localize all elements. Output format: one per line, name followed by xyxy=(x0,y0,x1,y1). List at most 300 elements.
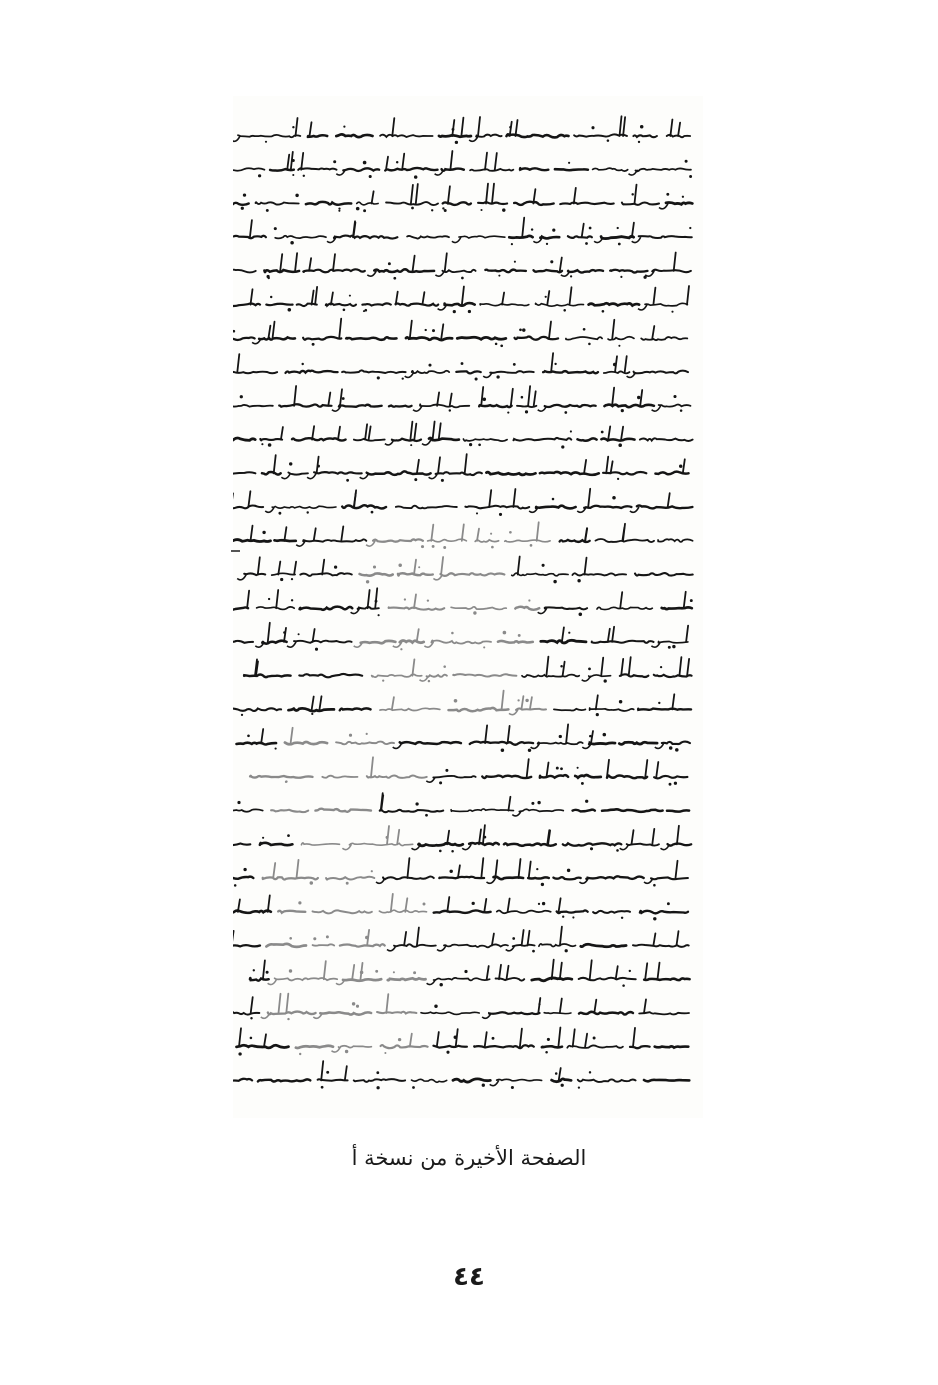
handwritten-dot xyxy=(538,903,540,905)
handwritten-dot xyxy=(243,193,246,196)
handwritten-word xyxy=(566,337,602,340)
handwritten-ascender xyxy=(670,120,672,137)
handwritten-dot xyxy=(528,749,531,752)
handwritten-ascender xyxy=(653,933,655,945)
handwritten-ascender xyxy=(676,861,678,878)
handwritten-dot xyxy=(415,802,418,805)
handwritten-dot xyxy=(689,175,692,178)
handwritten-word xyxy=(589,675,611,677)
handwritten-ascender xyxy=(547,763,549,777)
handwritten-ascender xyxy=(405,898,407,912)
handwritten-dot xyxy=(675,748,679,752)
handwritten-ascender xyxy=(397,830,399,845)
handwritten-dot xyxy=(563,309,566,312)
handwritten-dot xyxy=(349,295,351,297)
handwritten-dot xyxy=(561,445,564,448)
handwritten-dot xyxy=(593,1037,596,1040)
handwritten-dot xyxy=(366,580,369,583)
handwritten-dot xyxy=(287,1018,289,1020)
handwritten-dot xyxy=(622,984,625,987)
handwritten-ascender xyxy=(439,423,441,439)
handwritten-ascender xyxy=(372,191,374,203)
handwritten-dot xyxy=(603,733,607,737)
handwritten-dot xyxy=(290,241,294,245)
handwritten-dot xyxy=(238,1052,241,1055)
handwritten-dot xyxy=(512,937,515,940)
handwritten-dot xyxy=(326,1071,329,1074)
handwritten-dot xyxy=(690,599,693,602)
handwritten-word xyxy=(610,270,647,273)
handwritten-dot xyxy=(612,496,616,500)
handwritten-dot xyxy=(499,513,502,516)
handwritten-word xyxy=(573,810,595,812)
manuscript-line xyxy=(237,557,693,584)
handwritten-word xyxy=(451,607,506,610)
handwritten-ascender xyxy=(485,153,487,170)
handwritten-dot xyxy=(346,882,349,885)
handwritten-ascender xyxy=(560,927,562,946)
handwritten-ascender xyxy=(582,224,584,238)
handwritten-dot xyxy=(237,801,240,804)
handwritten-word xyxy=(568,236,592,238)
manuscript-line xyxy=(250,757,687,785)
handwritten-dot xyxy=(617,478,619,480)
handwritten-dot xyxy=(292,174,294,176)
handwritten-dot xyxy=(689,227,691,229)
handwritten-word xyxy=(354,1079,405,1082)
handwritten-word xyxy=(654,675,692,677)
handwritten-word xyxy=(268,1012,316,1015)
handwritten-dot xyxy=(428,364,431,367)
handwritten-word xyxy=(406,337,452,340)
handwritten-word xyxy=(601,236,634,238)
handwritten-dot xyxy=(546,243,548,245)
handwritten-word xyxy=(244,573,265,575)
handwritten-ascender xyxy=(519,859,521,878)
handwritten-dot xyxy=(570,275,572,277)
handwritten-word xyxy=(640,438,693,441)
handwritten-dot xyxy=(495,343,498,346)
handwritten-ascender xyxy=(588,489,590,507)
handwritten-dot xyxy=(402,377,404,379)
handwritten-ascender xyxy=(313,629,315,642)
handwritten-dot xyxy=(473,611,476,614)
handwritten-dot xyxy=(483,398,487,402)
handwritten-ascender xyxy=(462,524,464,540)
handwritten-dot xyxy=(400,648,402,650)
handwritten-word xyxy=(567,1045,623,1047)
handwritten-ascender xyxy=(677,826,679,845)
handwritten-ascender xyxy=(391,894,393,912)
handwritten-ascender xyxy=(417,928,419,946)
handwritten-word xyxy=(602,809,663,812)
handwritten-dot xyxy=(449,409,451,411)
handwritten-dot xyxy=(572,916,574,918)
handwritten-ascender xyxy=(438,457,440,473)
handwritten-word xyxy=(250,776,312,778)
handwritten-ascender xyxy=(268,895,270,911)
handwritten-ascender xyxy=(287,155,289,170)
handwritten-word xyxy=(440,573,504,576)
handwritten-ascender xyxy=(263,960,265,979)
handwritten-word xyxy=(513,945,535,947)
handwritten-word xyxy=(278,911,305,913)
handwritten-dot xyxy=(431,209,433,211)
handwritten-dot xyxy=(295,194,298,197)
handwritten-dot xyxy=(461,277,464,280)
handwritten-ascender xyxy=(652,326,654,338)
handwritten-word xyxy=(407,236,449,239)
handwritten-word xyxy=(250,978,269,981)
handwritten-dot xyxy=(518,634,521,637)
handwritten-word xyxy=(300,607,353,610)
handwritten-word xyxy=(434,910,491,912)
handwritten-dot xyxy=(454,1035,457,1038)
handwritten-ascender xyxy=(508,726,510,743)
handwritten-dot xyxy=(288,308,292,312)
handwritten-ascender xyxy=(645,963,647,979)
handwritten-dot xyxy=(511,243,513,245)
handwritten-ascender xyxy=(410,321,412,339)
handwritten-ascender xyxy=(414,594,416,608)
handwritten-word xyxy=(400,641,424,643)
handwritten-dot xyxy=(547,1038,550,1041)
handwritten-dot xyxy=(333,160,336,163)
handwritten-dot xyxy=(349,734,352,737)
handwritten-ascender xyxy=(322,560,324,575)
handwritten-ascender xyxy=(677,931,679,945)
handwritten-ascender xyxy=(549,322,551,339)
handwritten-ascender xyxy=(528,386,530,406)
handwritten-dot xyxy=(513,363,516,366)
handwritten-dot xyxy=(338,210,340,212)
handwritten-ascender xyxy=(552,960,554,980)
handwritten-word xyxy=(498,641,533,643)
handwritten-dot xyxy=(346,479,349,482)
handwritten-word xyxy=(262,472,281,475)
handwritten-dot xyxy=(250,1017,252,1019)
handwritten-word xyxy=(554,709,586,711)
handwritten-dot xyxy=(562,916,564,918)
handwritten-dot xyxy=(247,734,250,737)
handwritten-ascender xyxy=(273,322,275,339)
handwritten-dot xyxy=(560,767,563,770)
handwritten-dot xyxy=(292,159,295,162)
handwritten-word xyxy=(639,1012,689,1014)
handwritten-dot xyxy=(421,545,424,548)
handwritten-ascender xyxy=(297,860,299,878)
handwritten-word xyxy=(603,472,646,475)
handwritten-ascender xyxy=(632,223,634,238)
handwritten-dot xyxy=(393,971,395,973)
handwritten-word xyxy=(244,675,291,678)
handwritten-dot xyxy=(525,699,528,702)
handwritten-dot xyxy=(525,410,528,413)
handwritten-ascender xyxy=(674,253,676,271)
handwritten-dot xyxy=(289,969,292,972)
handwritten-dot xyxy=(668,646,671,649)
handwritten-word xyxy=(505,540,550,542)
figure-caption: الصفحة الأخيرة من نسخة أ xyxy=(351,1146,587,1170)
handwritten-word xyxy=(256,202,299,204)
handwritten-dot xyxy=(530,544,533,547)
handwritten-ascender xyxy=(233,931,234,946)
handwritten-word xyxy=(490,371,534,373)
handwritten-word xyxy=(442,270,475,272)
handwritten-ascender xyxy=(585,1034,587,1047)
handwritten-word xyxy=(313,944,335,945)
handwritten-word xyxy=(658,539,693,542)
handwritten-word xyxy=(374,269,434,272)
handwritten-dot xyxy=(542,564,545,567)
handwritten-word xyxy=(233,877,253,879)
handwritten-ascender xyxy=(437,1032,439,1047)
handwritten-ascender xyxy=(375,588,377,608)
handwritten-dot xyxy=(428,680,430,682)
manuscript-line xyxy=(233,858,688,886)
handwritten-dot xyxy=(356,1005,359,1008)
handwritten-word xyxy=(349,843,412,845)
handwritten-dot xyxy=(398,563,401,566)
handwritten-word xyxy=(322,776,357,778)
handwritten-word xyxy=(485,270,526,273)
handwritten-dot xyxy=(376,1071,379,1074)
handwritten-dot xyxy=(451,632,454,635)
handwritten-word xyxy=(589,743,615,744)
handwritten-dot xyxy=(445,769,448,772)
handwritten-dot xyxy=(434,1005,437,1008)
handwritten-dot xyxy=(414,175,417,178)
handwritten-dot xyxy=(289,937,292,940)
handwritten-word xyxy=(555,169,588,170)
handwritten-word xyxy=(658,641,688,642)
handwritten-ascender xyxy=(417,629,419,642)
handwritten-ascender xyxy=(635,185,637,204)
manuscript-line xyxy=(233,184,692,213)
handwritten-word xyxy=(367,775,427,777)
handwritten-word xyxy=(279,404,331,406)
handwritten-word xyxy=(557,910,588,913)
handwritten-ascender xyxy=(612,320,614,339)
handwritten-word xyxy=(469,843,499,845)
handwritten-word xyxy=(579,978,636,981)
handwritten-dot xyxy=(275,748,277,750)
handwritten-word xyxy=(419,843,463,846)
handwritten-dot xyxy=(303,175,305,177)
handwritten-ascender xyxy=(414,424,416,440)
handwritten-ascender xyxy=(312,291,314,305)
handwritten-ascender xyxy=(640,390,642,406)
handwritten-dot xyxy=(565,949,568,952)
handwritten-word xyxy=(575,775,601,778)
handwritten-dot xyxy=(414,478,417,481)
handwritten-dot xyxy=(283,631,286,634)
handwritten-dot xyxy=(375,600,378,603)
handwritten-ascender xyxy=(422,292,424,304)
handwritten-dot xyxy=(274,227,277,230)
handwritten-dot xyxy=(619,700,622,703)
handwritten-word xyxy=(470,169,513,171)
handwritten-dot xyxy=(289,462,292,465)
handwritten-dot xyxy=(418,566,420,568)
handwritten-dot xyxy=(590,847,593,850)
handwritten-ascender xyxy=(386,157,388,170)
handwritten-dot xyxy=(589,227,592,230)
manuscript-line xyxy=(234,218,692,246)
handwritten-dot xyxy=(334,565,337,568)
handwritten-ascender xyxy=(365,424,367,439)
handwritten-ascender xyxy=(328,393,330,406)
handwritten-dot xyxy=(363,161,367,165)
handwritten-ascender xyxy=(668,493,670,507)
handwritten-dot xyxy=(446,1051,449,1054)
handwritten-ascender xyxy=(537,522,539,541)
handwritten-word xyxy=(522,675,579,677)
handwritten-ascender xyxy=(321,1061,323,1080)
manuscript-line xyxy=(250,960,690,987)
handwritten-dot xyxy=(617,227,619,229)
handwritten-dot xyxy=(382,679,384,681)
handwritten-word xyxy=(380,810,444,813)
handwritten-ascender xyxy=(276,590,278,608)
handwritten-dot xyxy=(396,161,398,163)
handwritten-word xyxy=(233,945,260,947)
handwritten-ascender xyxy=(485,725,487,743)
handwritten-word xyxy=(560,203,614,205)
handwritten-ascender xyxy=(261,729,263,743)
handwritten-dot xyxy=(568,632,570,634)
handwritten-word xyxy=(459,236,505,238)
handwritten-ascender xyxy=(274,455,276,473)
handwritten-word xyxy=(266,304,292,305)
handwritten-dot xyxy=(490,533,492,535)
handwritten-word xyxy=(668,844,692,846)
handwritten-word xyxy=(361,641,396,643)
handwritten-word xyxy=(463,439,507,441)
handwritten-dot xyxy=(491,546,494,549)
handwritten-ascender xyxy=(448,186,450,203)
handwritten-dot xyxy=(452,128,455,131)
handwritten-dot xyxy=(618,443,622,447)
handwritten-dot xyxy=(658,702,660,704)
handwritten-dot xyxy=(542,902,545,905)
handwritten-word xyxy=(233,337,255,340)
handwritten-ascender xyxy=(450,151,452,170)
handwritten-word xyxy=(593,168,628,171)
handwritten-word xyxy=(497,1079,542,1080)
handwritten-ascender xyxy=(608,426,610,439)
handwritten-ascender xyxy=(658,963,660,980)
handwritten-dot xyxy=(669,783,672,786)
handwritten-dot xyxy=(589,1071,591,1073)
page-number: ٤٤ xyxy=(453,1262,485,1292)
handwritten-word xyxy=(434,978,490,981)
handwritten-ascender xyxy=(294,386,296,406)
handwritten-dot xyxy=(261,443,263,445)
handwritten-dot xyxy=(412,1086,415,1089)
handwritten-word xyxy=(439,135,471,137)
handwritten-word xyxy=(233,405,273,407)
handwritten-ascender xyxy=(585,558,587,575)
handwritten-ascender xyxy=(279,994,281,1013)
handwritten-dot xyxy=(376,1086,379,1089)
handwritten-dot xyxy=(685,160,688,163)
handwritten-tail xyxy=(233,136,240,141)
handwritten-word xyxy=(389,406,412,407)
handwritten-ascender xyxy=(629,657,631,676)
handwritten-dot xyxy=(253,969,255,971)
handwritten-ascender xyxy=(484,899,486,912)
handwritten-word xyxy=(297,304,317,306)
handwritten-ascender xyxy=(481,387,483,406)
handwritten-dot xyxy=(265,141,267,143)
handwritten-ascender xyxy=(621,659,623,676)
handwritten-dot xyxy=(521,396,524,399)
handwritten-dot xyxy=(423,903,426,906)
handwritten-dot xyxy=(278,512,281,515)
handwritten-word xyxy=(342,370,406,373)
handwritten-word xyxy=(519,809,563,811)
handwritten-ascender xyxy=(354,490,356,507)
handwritten-dot xyxy=(411,207,414,210)
handwritten-word xyxy=(233,270,256,273)
handwritten-ascender xyxy=(478,117,480,136)
handwritten-word xyxy=(303,539,366,541)
handwritten-dot xyxy=(585,242,588,245)
handwritten-dot xyxy=(461,362,464,365)
manuscript-line xyxy=(233,386,690,414)
handwritten-word xyxy=(601,439,634,441)
handwritten-dot xyxy=(607,139,610,142)
handwritten-word xyxy=(568,270,603,273)
handwritten-word xyxy=(336,134,372,137)
handwritten-dot xyxy=(326,935,329,938)
handwritten-dot xyxy=(234,884,237,887)
handwritten-ascender xyxy=(445,253,447,271)
handwritten-dot xyxy=(478,443,481,446)
handwritten-dot xyxy=(531,228,533,230)
handwritten-word xyxy=(396,303,439,305)
manuscript-line xyxy=(233,454,689,482)
handwritten-word xyxy=(288,473,308,475)
handwritten-word xyxy=(512,573,568,576)
handwritten-word xyxy=(581,944,626,947)
handwritten-word xyxy=(398,573,433,575)
handwritten-word xyxy=(298,168,336,170)
handwritten-word xyxy=(233,809,263,812)
handwritten-word xyxy=(489,1012,539,1014)
handwritten-ascender xyxy=(268,623,270,642)
handwritten-word xyxy=(534,270,563,272)
handwritten-dot xyxy=(680,409,683,412)
handwritten-ascender xyxy=(284,527,286,541)
handwritten-word xyxy=(536,506,576,509)
handwritten-dot xyxy=(317,465,320,468)
handwritten-word xyxy=(578,438,597,440)
handwritten-dot xyxy=(472,902,475,905)
handwritten-ascender xyxy=(584,460,586,473)
handwritten-dot xyxy=(386,836,389,839)
handwritten-dot xyxy=(583,328,586,331)
handwritten-word xyxy=(237,1045,289,1048)
handwritten-dot xyxy=(567,869,570,872)
handwritten-ascender xyxy=(678,123,680,136)
handwritten-word xyxy=(326,877,374,880)
handwritten-word xyxy=(314,472,362,474)
handwritten-word xyxy=(233,438,255,441)
handwritten-word xyxy=(539,944,576,947)
handwritten-ascender xyxy=(686,626,688,642)
